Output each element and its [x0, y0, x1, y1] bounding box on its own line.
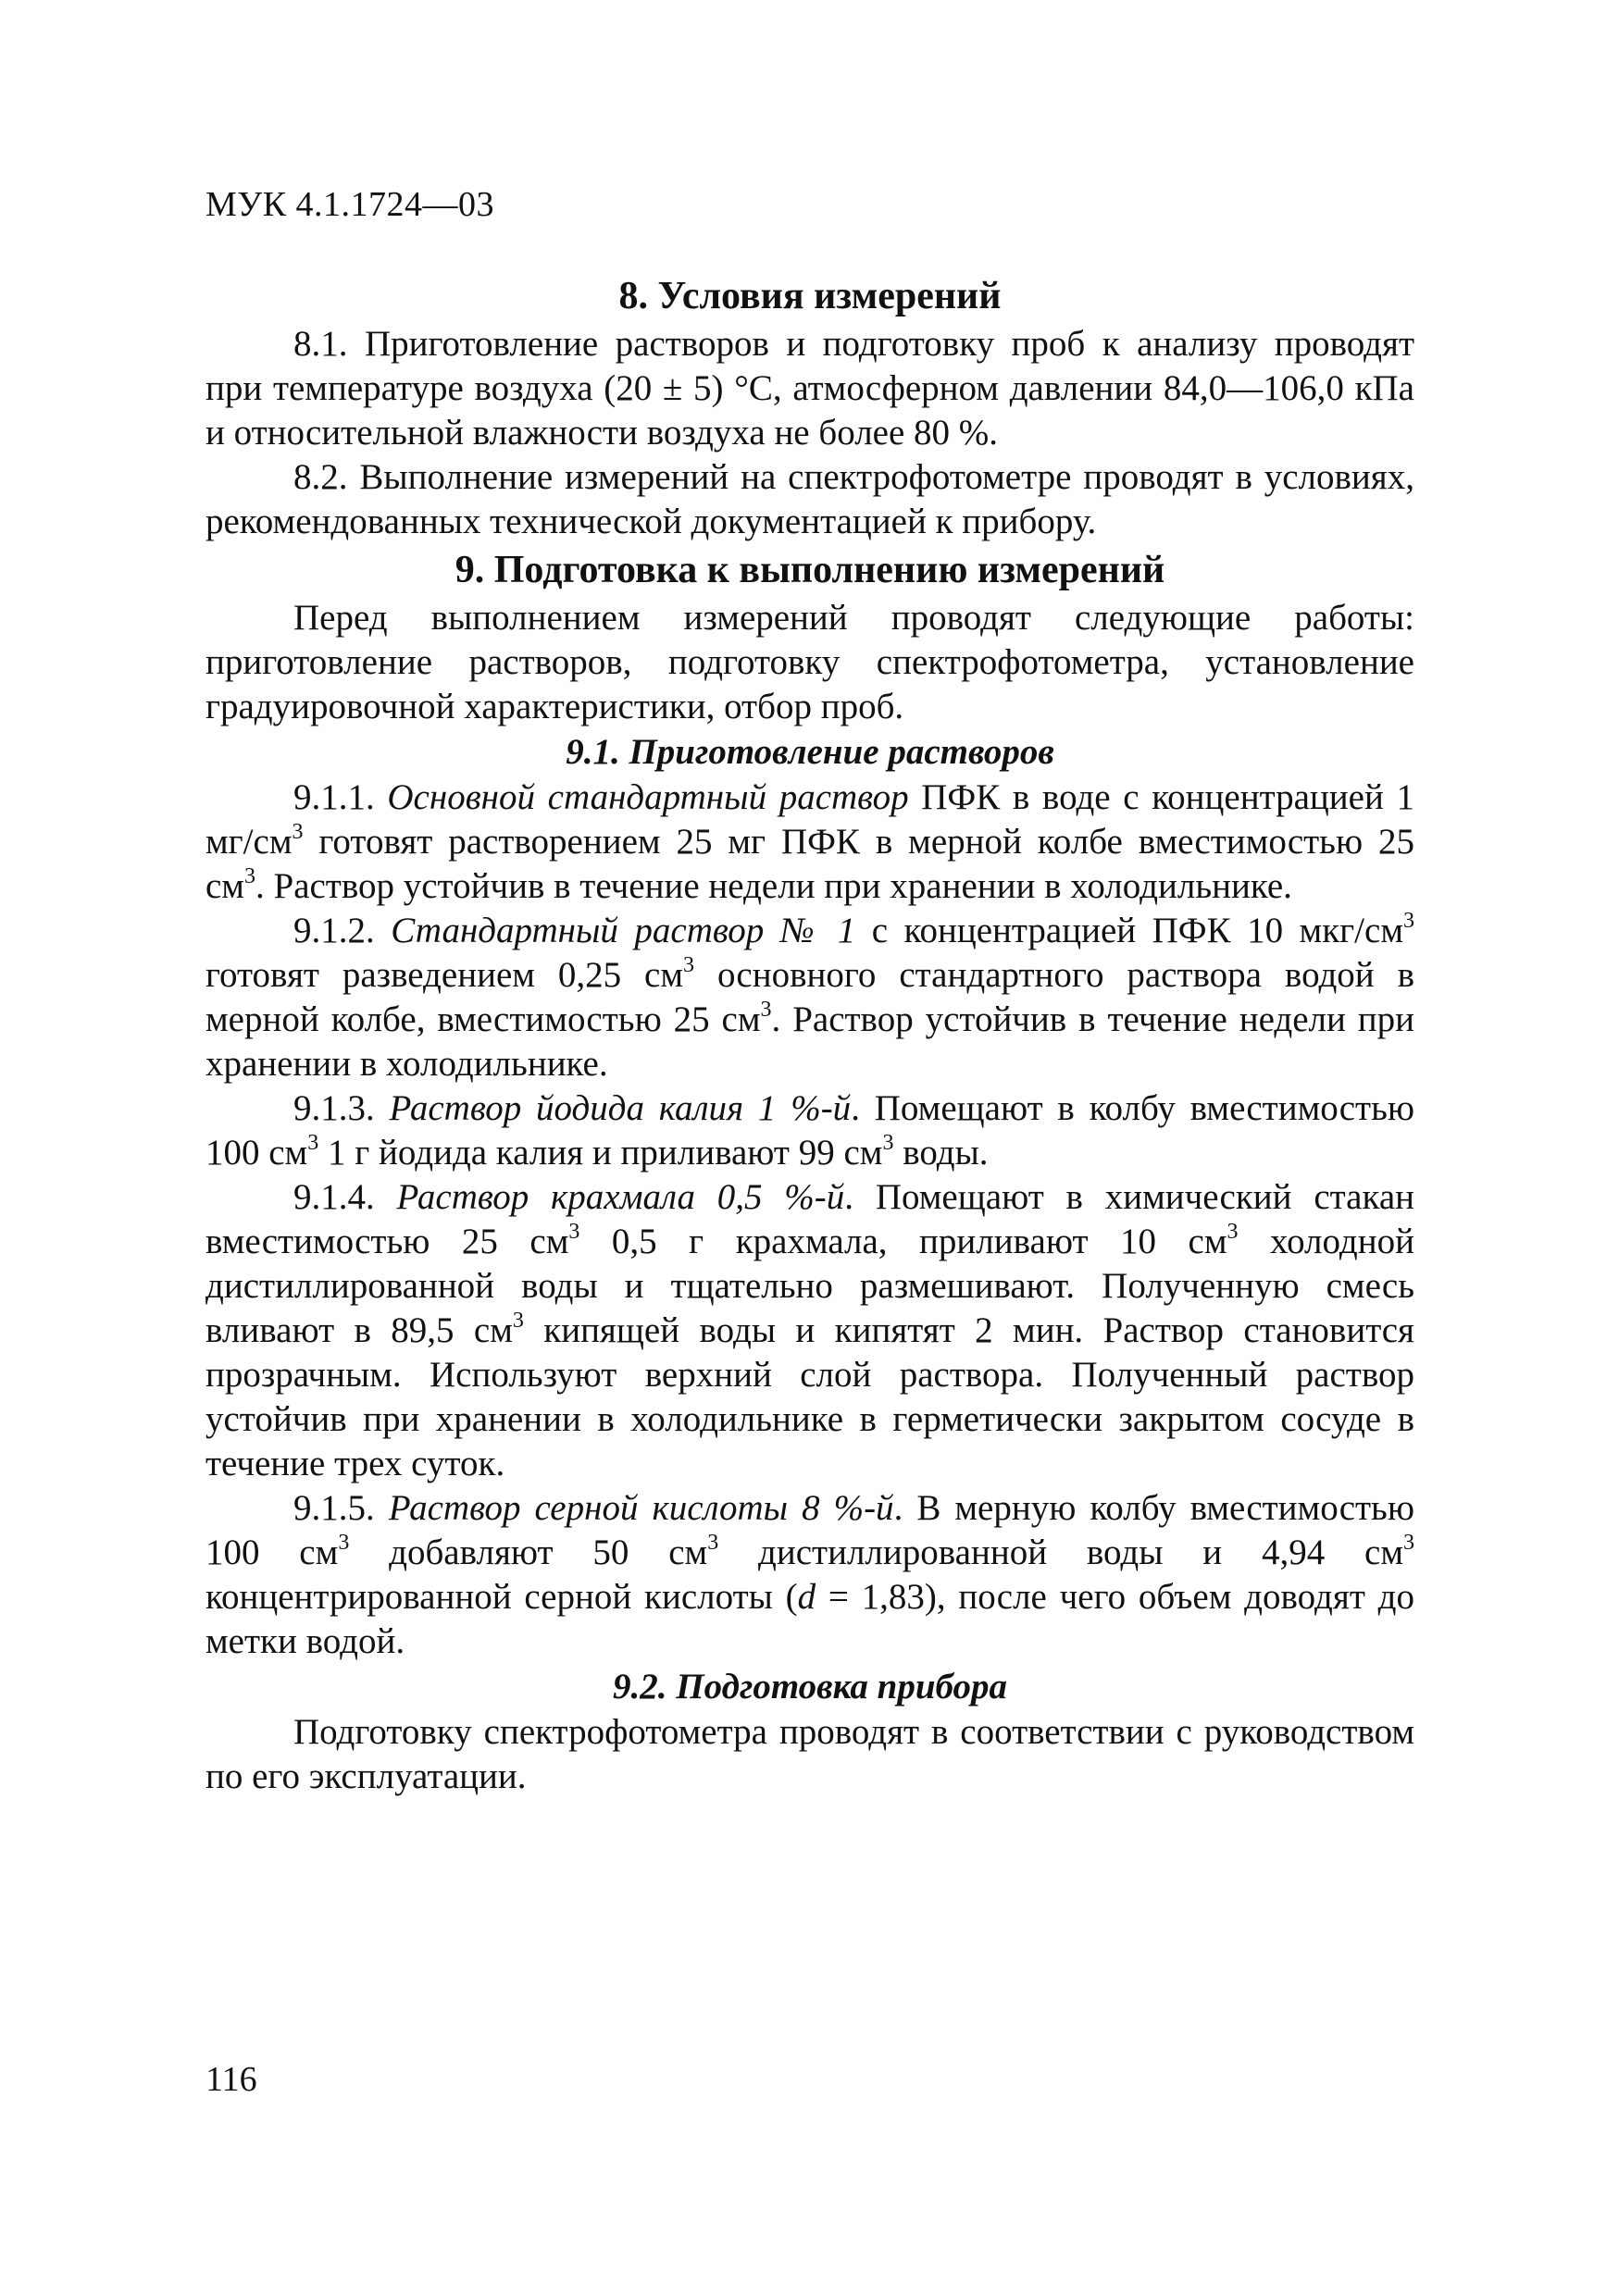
- superscript: 3: [568, 1220, 580, 1244]
- superscript: 3: [1227, 1220, 1239, 1244]
- running-title: МУК 4.1.1724—03: [205, 185, 495, 224]
- item-text: добавляют 50 см: [349, 1533, 708, 1572]
- superscript: 3: [338, 1531, 350, 1555]
- item-text: = 1,83), после чего объем доводят до метки водой.: [205, 1577, 1414, 1661]
- superscript: 3: [307, 1131, 319, 1155]
- item-text: . В мерную колбу вместимостью 100 см: [205, 1488, 1414, 1572]
- item-term: Раствор крахмала 0,5 %-й: [396, 1177, 845, 1217]
- item-term: Стандартный раствор № 1: [391, 911, 856, 950]
- item-text: 0,5 г крахмала, приливают 10 см: [579, 1222, 1227, 1261]
- item-text: . Помещают в колбу вместимостью 100 см: [205, 1088, 1414, 1173]
- section-8-heading: 8. Условия измерений: [618, 275, 1002, 317]
- paragraph-9-2: Подготовку спектрофотометра проводят в соответствии с руководством по его эксплуатации.: [205, 1712, 1414, 1796]
- superscript: 3: [760, 998, 772, 1022]
- paragraph-9-1-5: [205, 1486, 1414, 1664]
- item-text: готовят растворением 25 мг ПФК в мерной колбе вместимостью 25 см: [205, 822, 1414, 906]
- item-text: воды.: [893, 1133, 989, 1173]
- page-content: [205, 270, 1414, 1799]
- item-text: ПФК в воде с концентрацией 1 мг/см: [205, 777, 1414, 862]
- superscript: 3: [292, 820, 304, 844]
- item-number: 9.1.4.: [293, 1177, 397, 1217]
- section-9-heading: 9. Подготовка к выполнению измерений: [455, 549, 1165, 591]
- item-term: Раствор йодида калия 1 %-й: [389, 1088, 852, 1128]
- item-number: 9.1.3.: [293, 1088, 390, 1128]
- item-number: 9.1.5.: [293, 1488, 389, 1528]
- density-symbol: d: [797, 1577, 816, 1617]
- item-text: 1 г йодида калия и приливают 99 см: [318, 1133, 883, 1173]
- item-text: . Раствор устойчив в течение недели при хранении в холодильнике.: [205, 999, 1415, 1084]
- item-text: холодной дистиллированной воды и тщательно размешивают. Полученную смесь вливают в 89,5 см: [205, 1222, 1414, 1350]
- paragraph-9-1-4: [205, 1175, 1414, 1486]
- superscript: 3: [512, 1309, 524, 1333]
- item-number: 9.1.2.: [293, 911, 392, 950]
- item-text: . Раствор устойчив в течение недели при хранении в холодильнике.: [255, 866, 1292, 906]
- superscript: 3: [707, 1531, 719, 1555]
- item-term: Основной стандартный раствор: [387, 777, 909, 817]
- paragraph-8-2: 8.2. Выполнение измерений на спектрофотометре проводят в условиях, рекомендованных технической документацией к прибору.: [205, 457, 1414, 541]
- item-text: дистиллированной воды и 4,94 см: [718, 1533, 1403, 1572]
- page-number: 116: [205, 2060, 257, 2099]
- item-text: готовят разведением 0,25 см: [205, 955, 684, 995]
- paragraph-9-1-2: [205, 909, 1414, 1086]
- item-text: . Помещают в химический стакан вместимостью 25 см: [205, 1177, 1414, 1261]
- subsection-9-2-heading: 9.2. Подготовка прибора: [613, 1667, 1007, 1706]
- superscript: 3: [244, 864, 255, 888]
- item-text: кипящей воды и кипятят 2 мин. Раствор становится прозрачным. Используют верхний слой раствора. Полученный раствор устойчив при хранении в холодильнике в герметически закрытом сосуде в течение трех суток.: [205, 1310, 1414, 1483]
- subsection-9-1-heading: 9.1. Приготовление растворов: [566, 732, 1054, 772]
- paragraph-9-1-3: [205, 1086, 1414, 1175]
- paragraph-9-1-1: [205, 776, 1414, 909]
- paragraph-9-intro: Перед выполнением измерений проводят следующие работы: приготовление растворов, подготовку спектрофотометра, установление градуировочной характеристики, отбор проб.: [205, 598, 1414, 726]
- item-number: 9.1.1.: [293, 777, 388, 817]
- superscript: 3: [1403, 1531, 1414, 1555]
- superscript: 3: [683, 953, 695, 977]
- item-text: с концентрацией ПФК 10 мкг/см: [855, 911, 1403, 950]
- paragraph-8-1: 8.1. Приготовление растворов и подготовку проб к анализу проводят при температуре воздуха (20 ± 5) °С, атмосферном давлении 84,0—106,0 кПа и относительной влажности воздуха не более 80 %.: [205, 324, 1414, 453]
- superscript: 3: [1403, 909, 1414, 933]
- item-term: Раствор серной кислоты 8 %-й: [388, 1488, 894, 1528]
- superscript: 3: [882, 1131, 894, 1155]
- item-text: основного стандартного раствора водой в мерной колбе, вместимостью 25 см: [205, 955, 1414, 1039]
- item-text: концентрированной серной кислоты (: [205, 1577, 798, 1617]
